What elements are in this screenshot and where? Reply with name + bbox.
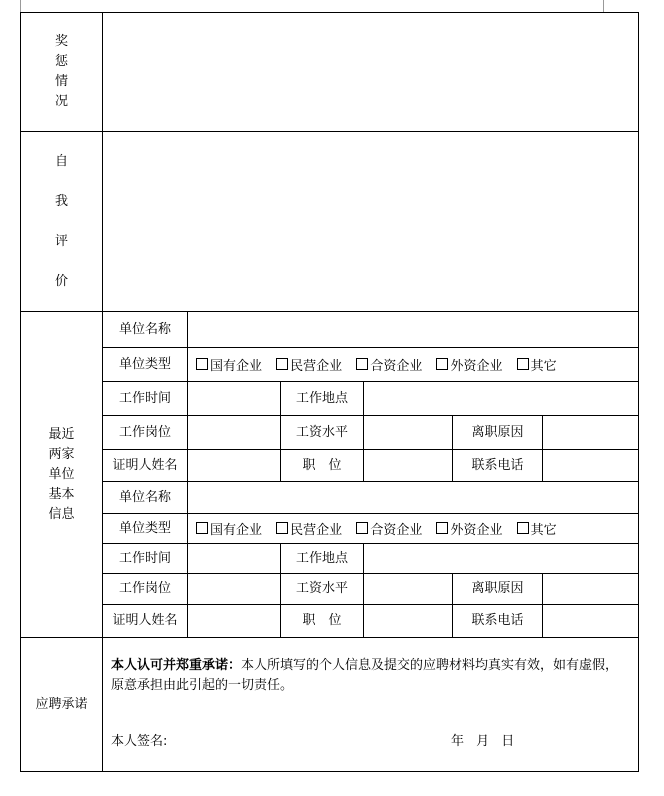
unit2-type-joint[interactable]: 合资企业 xyxy=(356,519,422,538)
self-eval-label-cell xyxy=(21,132,103,312)
awards-input-area[interactable] xyxy=(103,13,639,132)
unit2-position-label: 职 位 xyxy=(281,605,364,638)
checkbox-icon xyxy=(517,358,529,370)
work-section-label-cell xyxy=(21,312,103,638)
top-margin-line-right xyxy=(603,0,604,12)
unit1-time-label: 工作时间 xyxy=(103,382,188,416)
unit2-salary-field[interactable] xyxy=(364,574,453,605)
checkbox-icon xyxy=(436,358,448,370)
promise-cell xyxy=(103,638,639,772)
unit2-type-label: 单位类型 xyxy=(103,514,188,544)
unit1-witness-field[interactable] xyxy=(188,450,281,482)
awards-label-cell xyxy=(21,13,103,132)
unit1-witness-label: 证明人姓名 xyxy=(103,450,188,482)
promise-bold-lead: 本人认可并郑重承诺： xyxy=(111,658,242,673)
unit1-name-label: 单位名称 xyxy=(103,312,188,348)
awards-label: 奖 惩 情 况 xyxy=(54,34,68,109)
top-margin-line-left xyxy=(20,0,21,12)
unit2-type-options xyxy=(188,514,639,544)
promise-body: 本人所填写的个人信息及提交的应聘材料均真实有效，如有虚假，原意承担由此引起的一切责任。 xyxy=(111,658,619,693)
unit2-leave-reason-field[interactable] xyxy=(543,574,639,605)
unit1-salary-label: 工资水平 xyxy=(281,416,364,450)
unit2-type-state-owned[interactable]: 国有企业 xyxy=(196,519,262,538)
unit2-place-label: 工作地点 xyxy=(281,544,364,574)
unit1-phone-label: 联系电话 xyxy=(453,450,543,482)
unit2-name-label: 单位名称 xyxy=(103,482,188,514)
unit1-position-label: 职 位 xyxy=(281,450,364,482)
unit1-type-label: 单位类型 xyxy=(103,348,188,382)
unit1-position-field[interactable] xyxy=(364,450,453,482)
unit1-salary-field[interactable] xyxy=(364,416,453,450)
unit2-time-field[interactable] xyxy=(188,544,281,574)
self-eval-label: 自 我 评 价 xyxy=(54,153,68,289)
unit2-witness-field[interactable] xyxy=(188,605,281,638)
unit1-place-field[interactable] xyxy=(364,382,639,416)
unit2-witness-label: 证明人姓名 xyxy=(103,605,188,638)
unit1-leave-reason-label: 离职原因 xyxy=(453,416,543,450)
unit2-time-label: 工作时间 xyxy=(103,544,188,574)
unit2-phone-label: 联系电话 xyxy=(453,605,543,638)
self-eval-input-area[interactable] xyxy=(103,132,639,312)
unit2-type-private[interactable]: 民营企业 xyxy=(276,519,342,538)
checkbox-icon xyxy=(276,358,288,370)
unit1-place-label: 工作地点 xyxy=(281,382,364,416)
unit2-leave-reason-label: 离职原因 xyxy=(453,574,543,605)
unit2-post-field[interactable] xyxy=(188,574,281,605)
checkbox-icon xyxy=(517,522,529,534)
promise-label: 应聘承诺 xyxy=(21,638,103,772)
checkbox-icon xyxy=(196,358,208,370)
unit2-place-field[interactable] xyxy=(364,544,639,574)
checkbox-icon xyxy=(356,522,368,534)
unit2-name-field[interactable] xyxy=(188,482,639,514)
unit2-type-other[interactable]: 其它 xyxy=(517,519,557,538)
work-section-label: 最近 两家 单位 基本 信息 xyxy=(48,426,75,522)
unit1-post-field[interactable] xyxy=(188,416,281,450)
unit1-phone-field[interactable] xyxy=(543,450,639,482)
promise-statement xyxy=(103,638,638,696)
unit1-type-joint[interactable]: 合资企业 xyxy=(356,355,422,374)
unit1-type-options xyxy=(188,348,639,382)
checkbox-icon xyxy=(436,522,448,534)
unit2-type-foreign[interactable]: 外资企业 xyxy=(436,519,502,538)
unit1-type-foreign[interactable]: 外资企业 xyxy=(436,355,502,374)
unit1-name-field[interactable] xyxy=(188,312,639,348)
checkbox-icon xyxy=(196,522,208,534)
unit1-type-private[interactable]: 民营企业 xyxy=(276,355,342,374)
unit2-salary-label: 工资水平 xyxy=(281,574,364,605)
unit1-type-state-owned[interactable]: 国有企业 xyxy=(196,355,262,374)
unit1-post-label: 工作岗位 xyxy=(103,416,188,450)
signature-label[interactable]: 本人签名: xyxy=(111,734,168,749)
unit1-time-field[interactable] xyxy=(188,382,281,416)
date-label[interactable]: 年 月 日 xyxy=(451,734,519,749)
unit2-post-label: 工作岗位 xyxy=(103,574,188,605)
unit1-leave-reason-field[interactable] xyxy=(543,416,639,450)
unit2-position-field[interactable] xyxy=(364,605,453,638)
application-form-table xyxy=(20,12,639,772)
unit2-phone-field[interactable] xyxy=(543,605,639,638)
unit1-type-other[interactable]: 其它 xyxy=(517,355,557,374)
checkbox-icon xyxy=(356,358,368,370)
checkbox-icon xyxy=(276,522,288,534)
